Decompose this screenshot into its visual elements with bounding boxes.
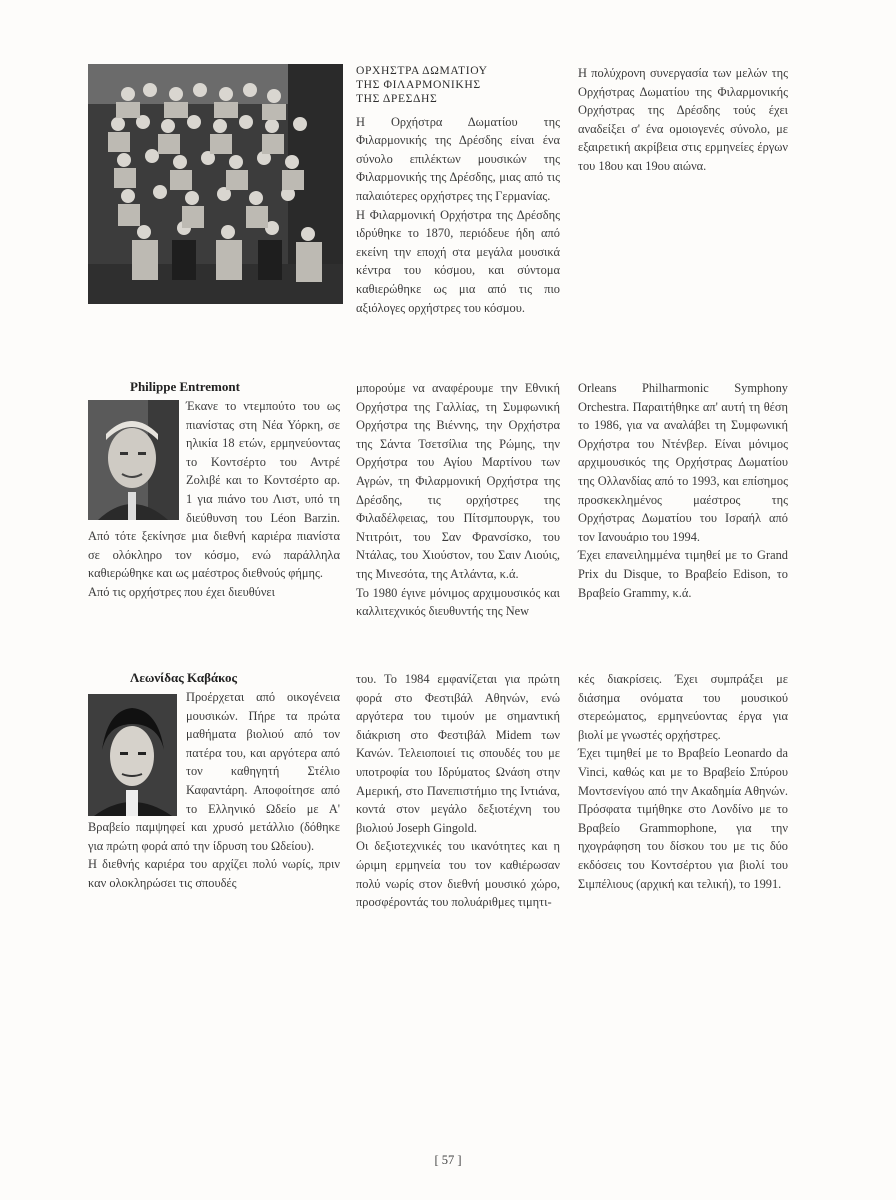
- kavakos-bio-column-middle: [356, 670, 560, 912]
- kavakos-paragraph: Οι δεξιοτεχνικές του ικανότητες και η ώριμη ερμηνεία του τον καθιέρωσαν πολύ νωρίς στον διεθνή μουσικό χώρο, προσφέροντάς του πολυάριθμες τιμητι-: [356, 839, 560, 910]
- entremont-bio-column-middle: [356, 379, 560, 621]
- kavakos-portrait-image: [88, 694, 177, 816]
- orchestra-heading: [356, 64, 560, 107]
- heading-line: ΤΗΣ ΦΙΛΑΡΜΟΝΙΚΗΣ: [356, 78, 481, 92]
- entremont-portrait-photo: [88, 400, 179, 520]
- orchestra-photo-image: [88, 64, 343, 304]
- kavakos-bio-column-right: [578, 670, 788, 893]
- kavakos-name: Λεωνίδας Καβάκος: [130, 670, 238, 685]
- entremont-paragraph: Από τις ορχήστρες που έχει διευθύνει: [88, 584, 275, 599]
- orchestra-paragraph: Η Φιλαρμονική Ορχήστρα της Δρέσδης ιδρύθηκε το 1870, περιόδευε ήδη από εκείνη την εποχή στα μεγάλα μουσικά κέντρα του κόσμου, και σύντομα καθιερώθηκε ως μια από τις πιο αξιόλογες ορχήστρες του κόσμου.: [356, 207, 560, 315]
- kavakos-paragraph: κές διακρίσεις. Έχει συμπράξει με διάσημα ονόματα του μουσικού στερεώματος, ερμηνεύοντας έργα για βιολί με γνωστές ορχήστρες.: [578, 672, 788, 742]
- kavakos-paragraph: του. Το 1984 εμφανίζεται για πρώτη φορά στο Φεστιβάλ Αθηνών, ενώ αργότερα του τιμούν με σημαντική διάκριση στο Φεστιβάλ Midem των Κανών. Τελειοποιεί τις σπουδές του με υποτροφία του Ιδρύματος Ωνάση στην Αμερική, στο Πανεπιστήμιο της Ιντιάνα, κοντά στον μεγάλο δεξιοτέχνη του βιολιού Joseph Gingold.: [356, 672, 560, 835]
- page-number: [ 57 ]: [434, 1153, 462, 1167]
- entremont-paragraph: Το 1980 έγινε μόνιμος αρχιμουσικός και καλλιτεχνικός διευθυντής της New: [356, 585, 560, 619]
- orchestra-paragraph: Η Ορχήστρα Δωματίου της Φιλαρμονικής της Δρέσδης είναι ένα σύνολο επιλέκτων μουσικών της Φιλαρμονικής της Δρέσδης, μιας από τις παλαιότερες ορχήστρες της Γερμανίας.: [356, 114, 560, 203]
- kavakos-portrait-photo: [88, 694, 177, 816]
- heading-line: ΟΡΧΗΣΤΡΑ ΔΩΜΑΤΙΟΥ: [356, 64, 488, 77]
- entremont-portrait-image: [88, 400, 179, 520]
- entremont-paragraph: μπορούμε να αναφέρουμε την Εθνική Ορχήστρα της Γαλλίας, τη Συμφωνική Ορχήστρα της Βιέννης, την Ορχήστρα της Σάντα Τσετσίλια της Ρώμης, την Ορχήστρα του Αγίου Μαρτίνου των Αγρών, τη Φιλαρμονική Ορχήστρα της Δρέσδης, τις ορχήστρες της Φιλαδέλφειας, του Πίτσμπουργκ, του Ντιτρόιτ, του Σαν Φρανσίσκο, του Ντάλας, του Χιούστον, του Σαιν Λιούις, της Μινεσότα, της Ατλάντα, κ.ά.: [356, 381, 560, 581]
- entremont-paragraph: Έχει επανειλημμένα τιμηθεί με το Grand Prix du Disque, το Βραβείο Edison, το Βραβείο Grammy, κ.ά.: [578, 548, 788, 600]
- heading-line: ΤΗΣ ΔΡΕΣΔΗΣ: [356, 92, 438, 106]
- orchestra-group-photo: [88, 64, 343, 304]
- orchestra-text-column: [356, 64, 560, 317]
- orchestra-paragraph: Η πολύχρονη συνεργασία των μελών της Ορχήστρας Δωματίου της Φιλαρμονικής Ορχήστρας της Δρέσδης τούς έχει αναδείξει σ' ένα ομοιογενές σύνολο, με εξαιρετική ακρίβεια στις ερμηνείες έργων του 18ου και 19ου αιώνα.: [578, 66, 788, 173]
- entremont-paragraph: Έκανε το ντεμπούτο του ως πιανίστας στη Νέα Υόρκη, σε ηλικία 18 ετών, ερμηνεύοντας το Κοντσέρτο του Αντρέ Ζολιβέ και το Κοντσέρτο αρ. 1 για πιάνο του Λιστ, υπό τη διεύθυνση του Léon Barzin. Από τότε ξεκίνησε μια διεθνή καριέρα πιανίστα σε ολόκληρο τον κόσμο, ενώ παράλληλα καθιερώθηκε και ως μαέστρος διεθνούς φήμης.: [88, 399, 340, 581]
- kavakos-paragraph: Προέρχεται από οικογένεια μουσικών. Πήρε τα πρώτα μαθήματα βιολιού από τον πατέρα του, και αργότερα από τον καθηγητή Στέλιο Καφαντάρη. Αποφοίτησε από το Ελληνικό Ωδείο με Α' Βραβείο παμψηφεί και χρυσό μετάλλιο (δόθηκε για πρώτη φορά από την ίδρυση του Ωδείου).: [88, 690, 340, 853]
- orchestra-text-column-right: [578, 64, 788, 176]
- entremont-bio-column-right: [578, 379, 788, 602]
- kavakos-paragraph: Έχει τιμηθεί με το Βραβείο Leonardo da Vinci, καθώς και με το Βραβείο Σπύρου Μοντσενίγου από την Ακαδημία Αθηνών. Πρόσφατα τιμήθηκε στο Λονδίνο με το Βραβείο Grammophone, για την ηχογράφηση του δίσκου του με τις δύο εκδόσεις του Κοντσέρτου για βιολί του Σιμπέλιους (αρχική και τελική), το 1991.: [578, 746, 788, 891]
- kavakos-paragraph: Η διεθνής καριέρα του αρχίζει πολύ νωρίς, πριν καν ολοκληρώσει τις σπουδές: [88, 857, 340, 890]
- entremont-name: Philippe Entremont: [130, 379, 240, 394]
- entremont-paragraph: Orleans Philharmonic Symphony Orchestra. Παραιτήθηκε απ' αυτή τη θέση το 1986, για να αναλάβει τη Συμφωνική Ορχήστρα του Ντένβερ. Είναι μόνιμος αρχιμουσικός της Ορχήστρας Δωματίου της Ολλανδίας από το 1993, και επίσημος προσκεκλημένος μαέστρος της Ορχήστρας Δωματίου του Ισραήλ από τον Ιανουάριο του 1994.: [578, 381, 788, 544]
